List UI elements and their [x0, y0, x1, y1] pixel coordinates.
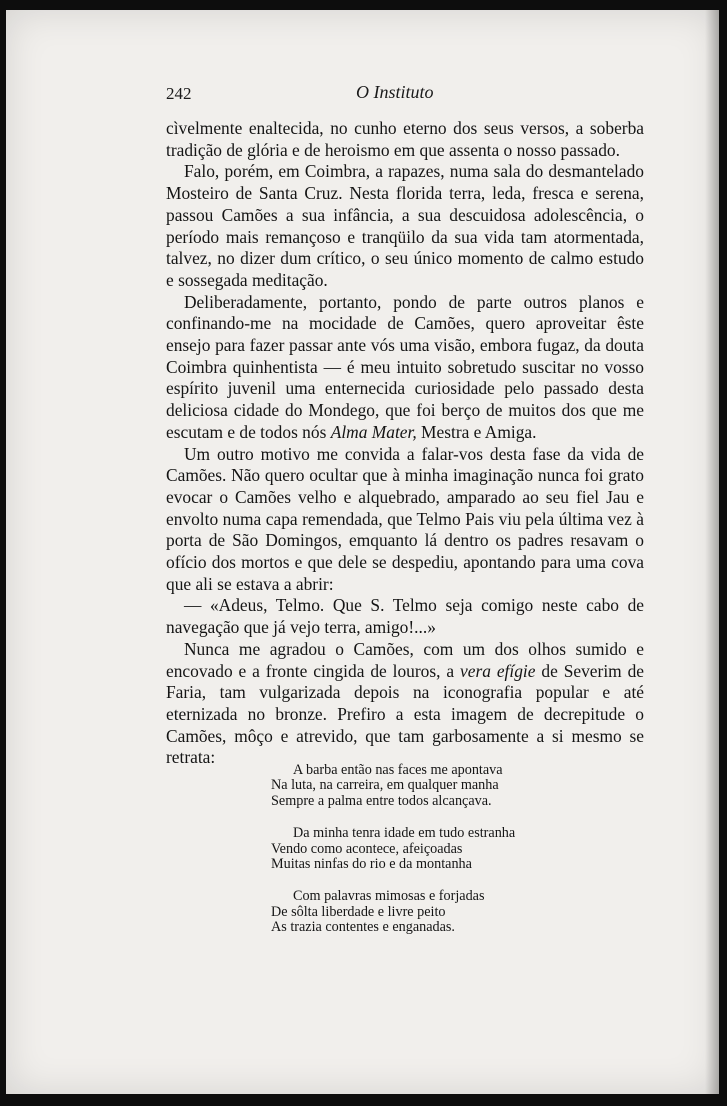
verse-line: Sempre a palma entre todos alcançava.	[271, 792, 492, 809]
paragraph: cìvelmente enaltecida, no cunho eterno dos seus versos, a soberba tradição de glória e de heroismo em que assenta o nosso passado.	[166, 118, 644, 160]
verse-line: Com palavras mimosas e forjadas	[293, 888, 485, 905]
verse-line: Na luta, na carreira, em qualquer manha	[271, 777, 499, 794]
verse-line: Muitas ninfas do rio e da montanha	[271, 856, 472, 873]
verse-line: Da minha tenra idade em tudo estranha	[293, 825, 516, 842]
quotation: — «Adeus, Telmo. Que S. Telmo seja comigo neste cabo de navegação que já vejo terra, amigo!...»	[166, 595, 644, 638]
verse-line: Vendo como acontece, afeiçoadas	[271, 840, 463, 857]
paragraph: Um outro motivo me convida a falar-vos desta fase da vida de Camões. Não quero ocultar que à minha imaginação nunca foi grato evocar o Camões velho e alquebrado, amparado ao seu fiel Jau e envolto numa capa remendada, que Telmo Pais viu pela última vez à porta de São Domingos, emquanto lá dentro os padres resavam o ofício dos mortos e que dele se despediu, apontando para uma cova que ali se estava a abrir:	[166, 443, 644, 594]
paragraph-italic-text: vera efígie	[460, 660, 536, 681]
running-title: O Instituto	[356, 82, 434, 102]
verse-line: De sôlta liberdade e livre peito	[271, 903, 446, 920]
verse-line: A barba então nas faces me apontava	[293, 762, 503, 778]
book-page	[6, 10, 719, 1094]
paragraph	[166, 639, 644, 769]
body-text	[166, 118, 644, 769]
paragraph-text: Deliberadamente, portanto, pondo de parte outros planos e confinando-me na mocidade de Camões, quero aproveitar êste ensejo para fazer passar ante vós uma visão, embora fugaz, da douta Coimbra quinhentista — é meu intuito sobretudo suscitar no vosso espírito juvenil uma enternecida curiosidade pelo passado desta deliciosa cidade do Mondego, que foi berço de muitos dos que me escutam e de todos nós	[166, 291, 644, 442]
paragraph: Falo, porém, em Coimbra, a rapazes, numa sala do desmantelado Mosteiro de Santa Cruz. Nesta florida terra, leda, fresca e serena, passou Camões a sua infância, a sua descuidosa adolescência, o período mais remançoso e tranqüilo da sua vida tam atormentada, talvez, no dizer dum crítico, o seu único momento de calmo estudo e sossegada meditação.	[166, 161, 644, 290]
paragraph-text: Mestra e Amiga.	[416, 421, 537, 442]
poem-block	[271, 763, 631, 953]
page-header	[6, 78, 719, 106]
page-edge-shadow	[705, 10, 719, 1094]
paragraph-text: de Severim de Faria, tam vulgarizada depois na iconografia popular e até eternizada no bronze. Prefiro a esta imagem de decrepitude o Camões, môço e atrevido, que tam garbosamente a si mesmo se retrata:	[166, 660, 644, 768]
stanza	[271, 826, 631, 872]
stanza	[271, 763, 631, 809]
stanza	[271, 889, 631, 935]
paragraph-text: Nunca me agradou o Camões, com um dos olhos sumido e encovado e a fronte cingida de louros, a	[166, 638, 644, 681]
verse-line: As trazia contentes e enganadas.	[271, 919, 455, 936]
paragraph-italic-text: Alma Mater,	[330, 421, 417, 442]
paragraph	[166, 292, 644, 444]
page-number: 242	[166, 84, 192, 103]
